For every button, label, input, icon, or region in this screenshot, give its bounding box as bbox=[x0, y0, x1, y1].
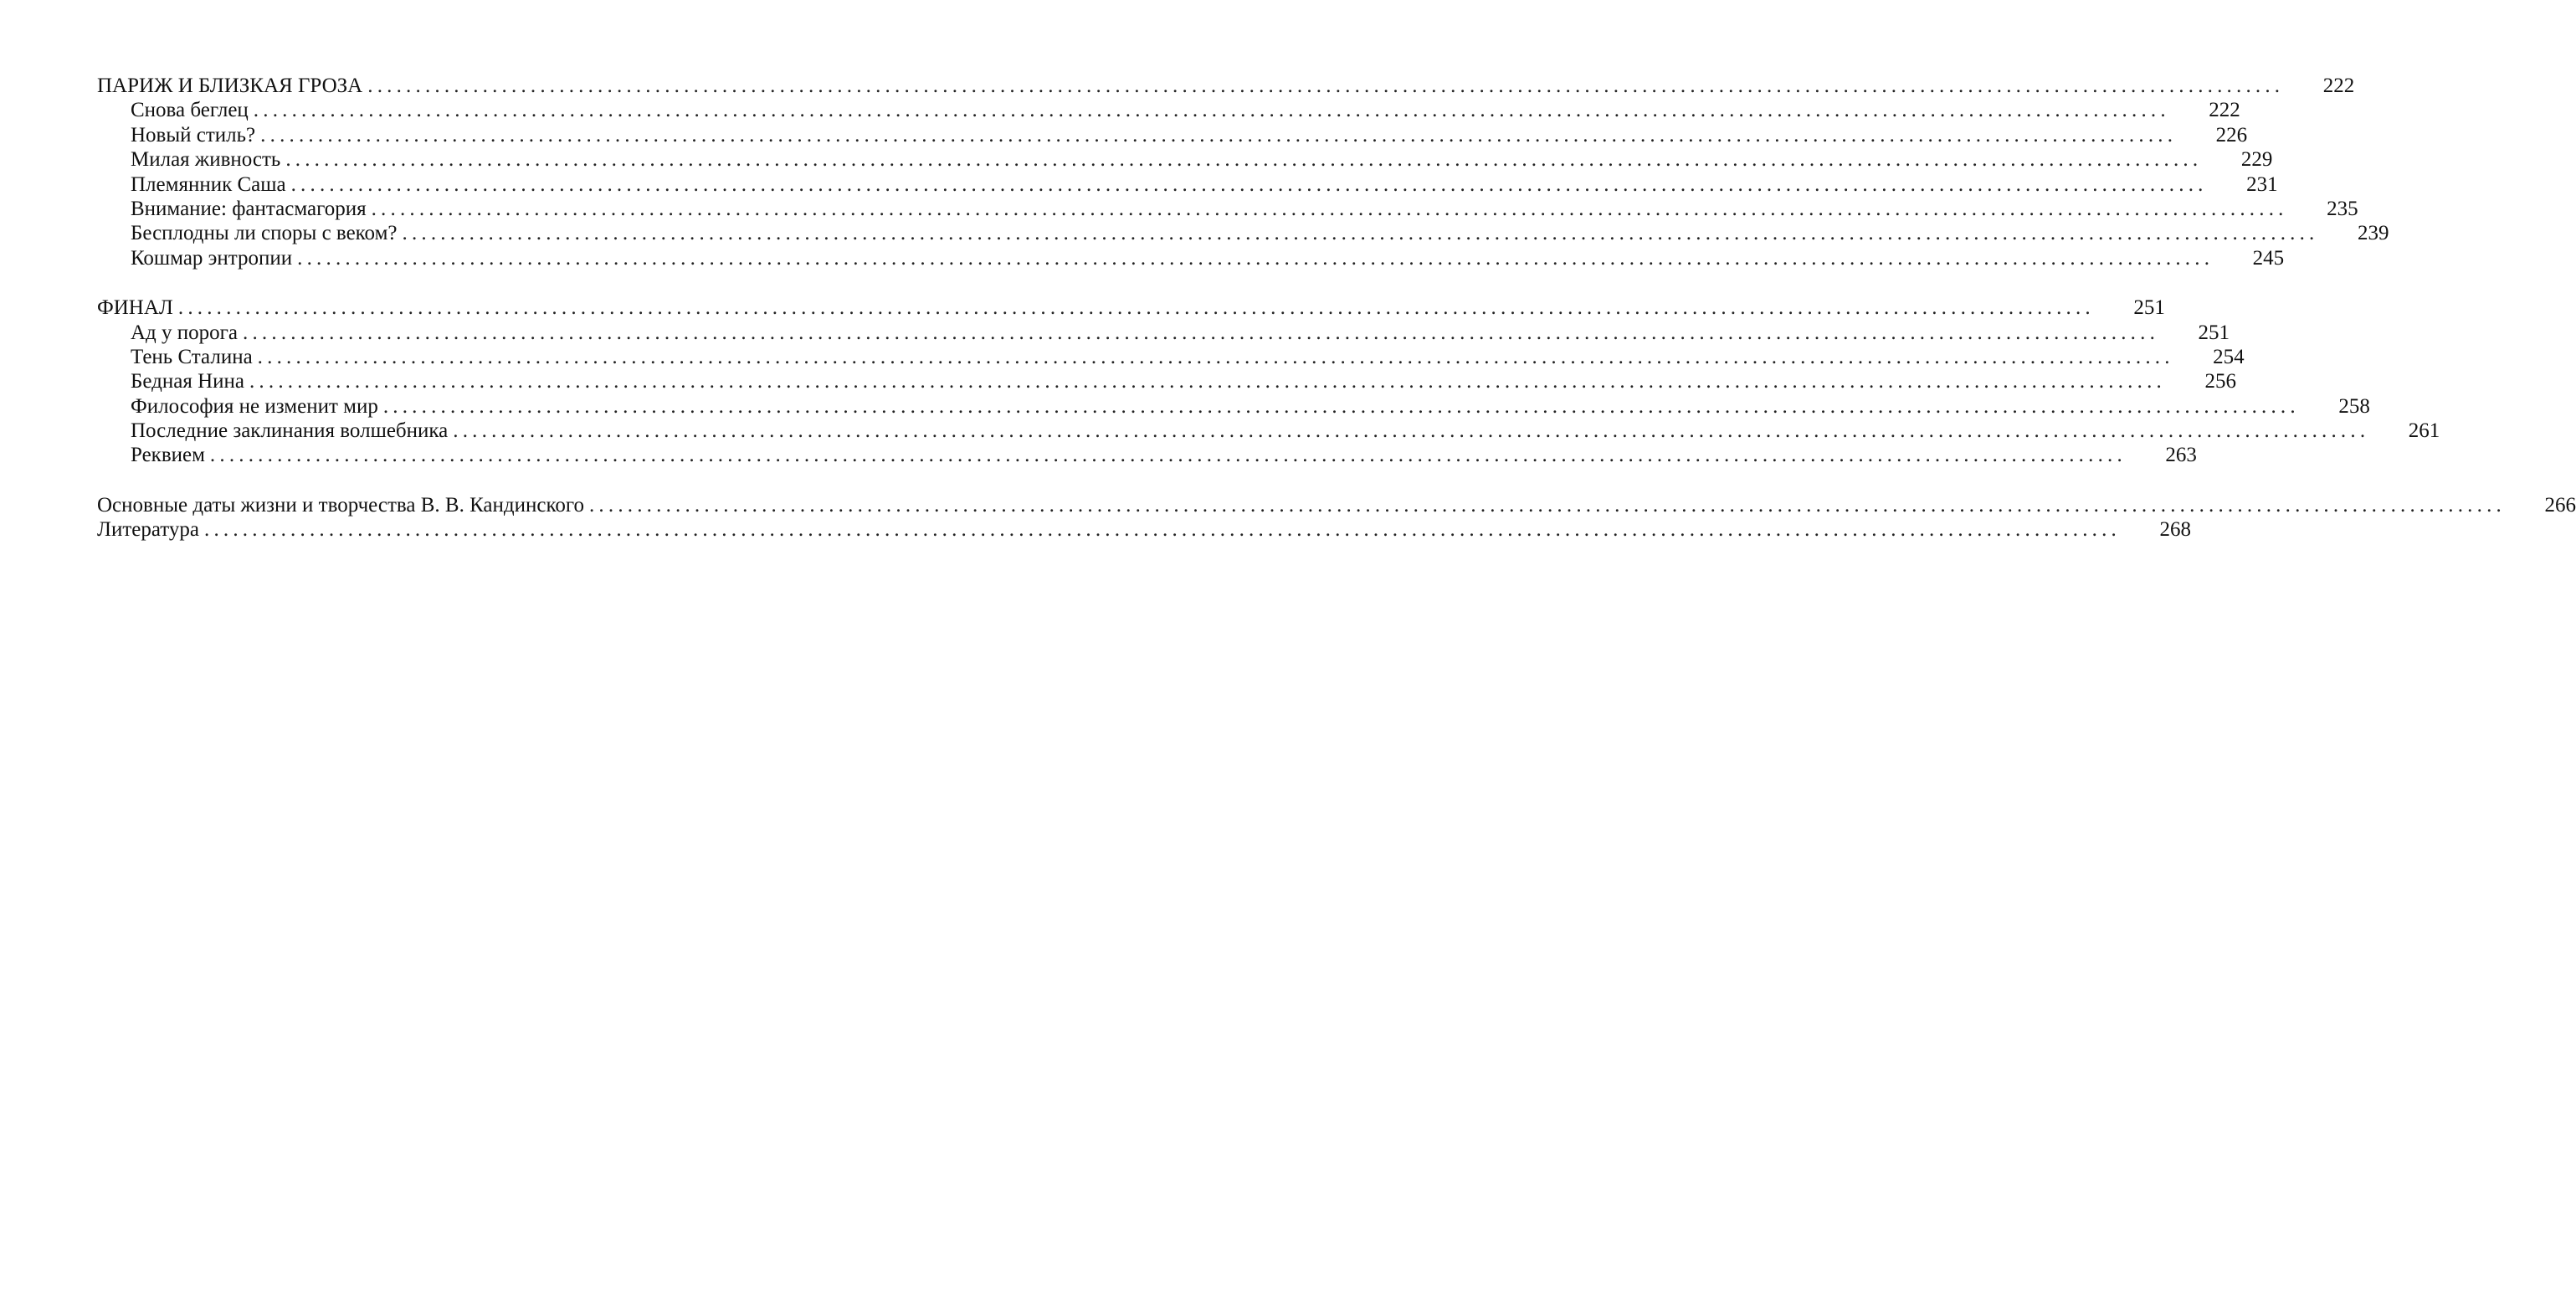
toc-section bbox=[97, 74, 2389, 270]
table-of-contents bbox=[97, 74, 2576, 542]
toc-entry[interactable] bbox=[97, 147, 2273, 172]
toc-entry-title: Тень Сталина bbox=[131, 345, 253, 368]
dot-leader: ........................................................................................................................................................................................................ bbox=[588, 493, 2506, 517]
toc-entry[interactable] bbox=[97, 443, 2197, 467]
toc-entry-title: ПАРИЖ И БЛИЗКАЯ ГРОЗА bbox=[97, 75, 363, 97]
toc-entry[interactable] bbox=[97, 321, 2230, 345]
dot-leader: ........................................................................................................................................................................................................ bbox=[285, 148, 2203, 172]
toc-page-number: 251 bbox=[2133, 296, 2165, 320]
toc-entry-title: ФИНАЛ bbox=[97, 296, 173, 320]
dot-leader: ........................................................................................................................................................................................................ bbox=[253, 99, 2170, 122]
toc-entry-title: Философия не изменит мир bbox=[131, 394, 378, 418]
toc-entry-title: Милая живность bbox=[131, 148, 281, 172]
toc-entry-title: Бедная Нина bbox=[131, 370, 244, 393]
dot-leader: ........................................................................................................................................................................................................ bbox=[290, 172, 2208, 196]
toc-entry[interactable] bbox=[97, 98, 2240, 122]
toc-section-heading[interactable] bbox=[97, 74, 2355, 98]
dot-leader: ........................................................................................................................................................................................................ bbox=[367, 75, 2285, 97]
dot-leader: ........................................................................................................................................................................................................ bbox=[453, 419, 2370, 443]
toc-page-number: 268 bbox=[2159, 518, 2191, 542]
dot-leader: ........................................................................................................................................................................................................ bbox=[260, 123, 2178, 147]
toc-entry-title: Племянник Саша bbox=[131, 172, 286, 196]
toc-entry[interactable] bbox=[97, 517, 2191, 542]
dot-leader: ........................................................................................................................................................................................................ bbox=[297, 246, 2214, 270]
toc-page-number: 231 bbox=[2246, 172, 2278, 196]
toc-entry-title: Основные даты жизни и творчества В. В. Кандинского bbox=[97, 493, 584, 517]
toc-entry-title: Снова беглец bbox=[131, 99, 249, 122]
toc-appendix bbox=[97, 493, 2576, 542]
toc-entry-title: Реквием bbox=[131, 444, 205, 467]
toc-entry[interactable] bbox=[97, 419, 2440, 443]
toc-page-number: 229 bbox=[2240, 148, 2273, 172]
toc-entry[interactable] bbox=[97, 172, 2278, 197]
toc-page-number: 263 bbox=[2165, 444, 2197, 467]
dot-leader: ........................................................................................................................................................................................................ bbox=[382, 394, 2300, 418]
toc-page-number: 239 bbox=[2358, 222, 2389, 245]
toc-page-number: 251 bbox=[2198, 321, 2230, 344]
toc-page-number: 261 bbox=[2408, 419, 2440, 443]
dot-leader: ........................................................................................................................................................................................................ bbox=[249, 370, 2166, 393]
toc-entry-title: Новый стиль? bbox=[131, 123, 256, 147]
toc-section bbox=[97, 296, 2440, 468]
toc-entry-title: Ад у порога bbox=[131, 321, 239, 344]
toc-entry-title: Внимание: фантасмагория bbox=[131, 197, 367, 220]
toc-entry[interactable] bbox=[97, 123, 2248, 147]
toc-entry-title: Последние заклинания волшебника bbox=[131, 419, 449, 443]
toc-page-number: 254 bbox=[2213, 345, 2245, 368]
toc-page-number: 245 bbox=[2252, 246, 2285, 270]
toc-page-number: 235 bbox=[2327, 197, 2358, 220]
dot-leader: ........................................................................................................................................................................................................ bbox=[204, 518, 2121, 542]
toc-page-number: 226 bbox=[2215, 123, 2248, 147]
toc-entry[interactable] bbox=[97, 197, 2358, 221]
dot-leader: ........................................................................................................................................................................................................ bbox=[209, 444, 2127, 467]
toc-page-number: 256 bbox=[2204, 370, 2236, 393]
toc-entry[interactable] bbox=[97, 221, 2389, 245]
toc-entry-title: Кошмар энтропии bbox=[131, 246, 293, 270]
dot-leader: ........................................................................................................................................................................................................ bbox=[371, 197, 2288, 220]
toc-entry[interactable] bbox=[97, 394, 2370, 419]
toc-entry[interactable] bbox=[97, 369, 2236, 393]
dot-leader: ........................................................................................................................................................................................................ bbox=[243, 321, 2160, 344]
toc-entry-title: Литература bbox=[97, 518, 199, 542]
toc-entry[interactable] bbox=[97, 345, 2245, 369]
toc-entry[interactable] bbox=[97, 493, 2576, 517]
toc-page-number: 222 bbox=[2322, 75, 2355, 97]
dot-leader: ........................................................................................................................................................................................................ bbox=[402, 222, 2319, 245]
toc-page-number: 266 bbox=[2544, 493, 2576, 517]
toc-entry[interactable] bbox=[97, 246, 2285, 270]
dot-leader: ........................................................................................................................................................................................................ bbox=[257, 345, 2174, 368]
toc-section-heading[interactable] bbox=[97, 296, 2165, 320]
toc-page-number: 258 bbox=[2338, 394, 2370, 418]
toc-page-number: 222 bbox=[2209, 99, 2240, 122]
dot-leader: ........................................................................................................................................................................................................ bbox=[177, 296, 2095, 320]
toc-entry-title: Бесплодны ли споры с веком? bbox=[131, 222, 398, 245]
